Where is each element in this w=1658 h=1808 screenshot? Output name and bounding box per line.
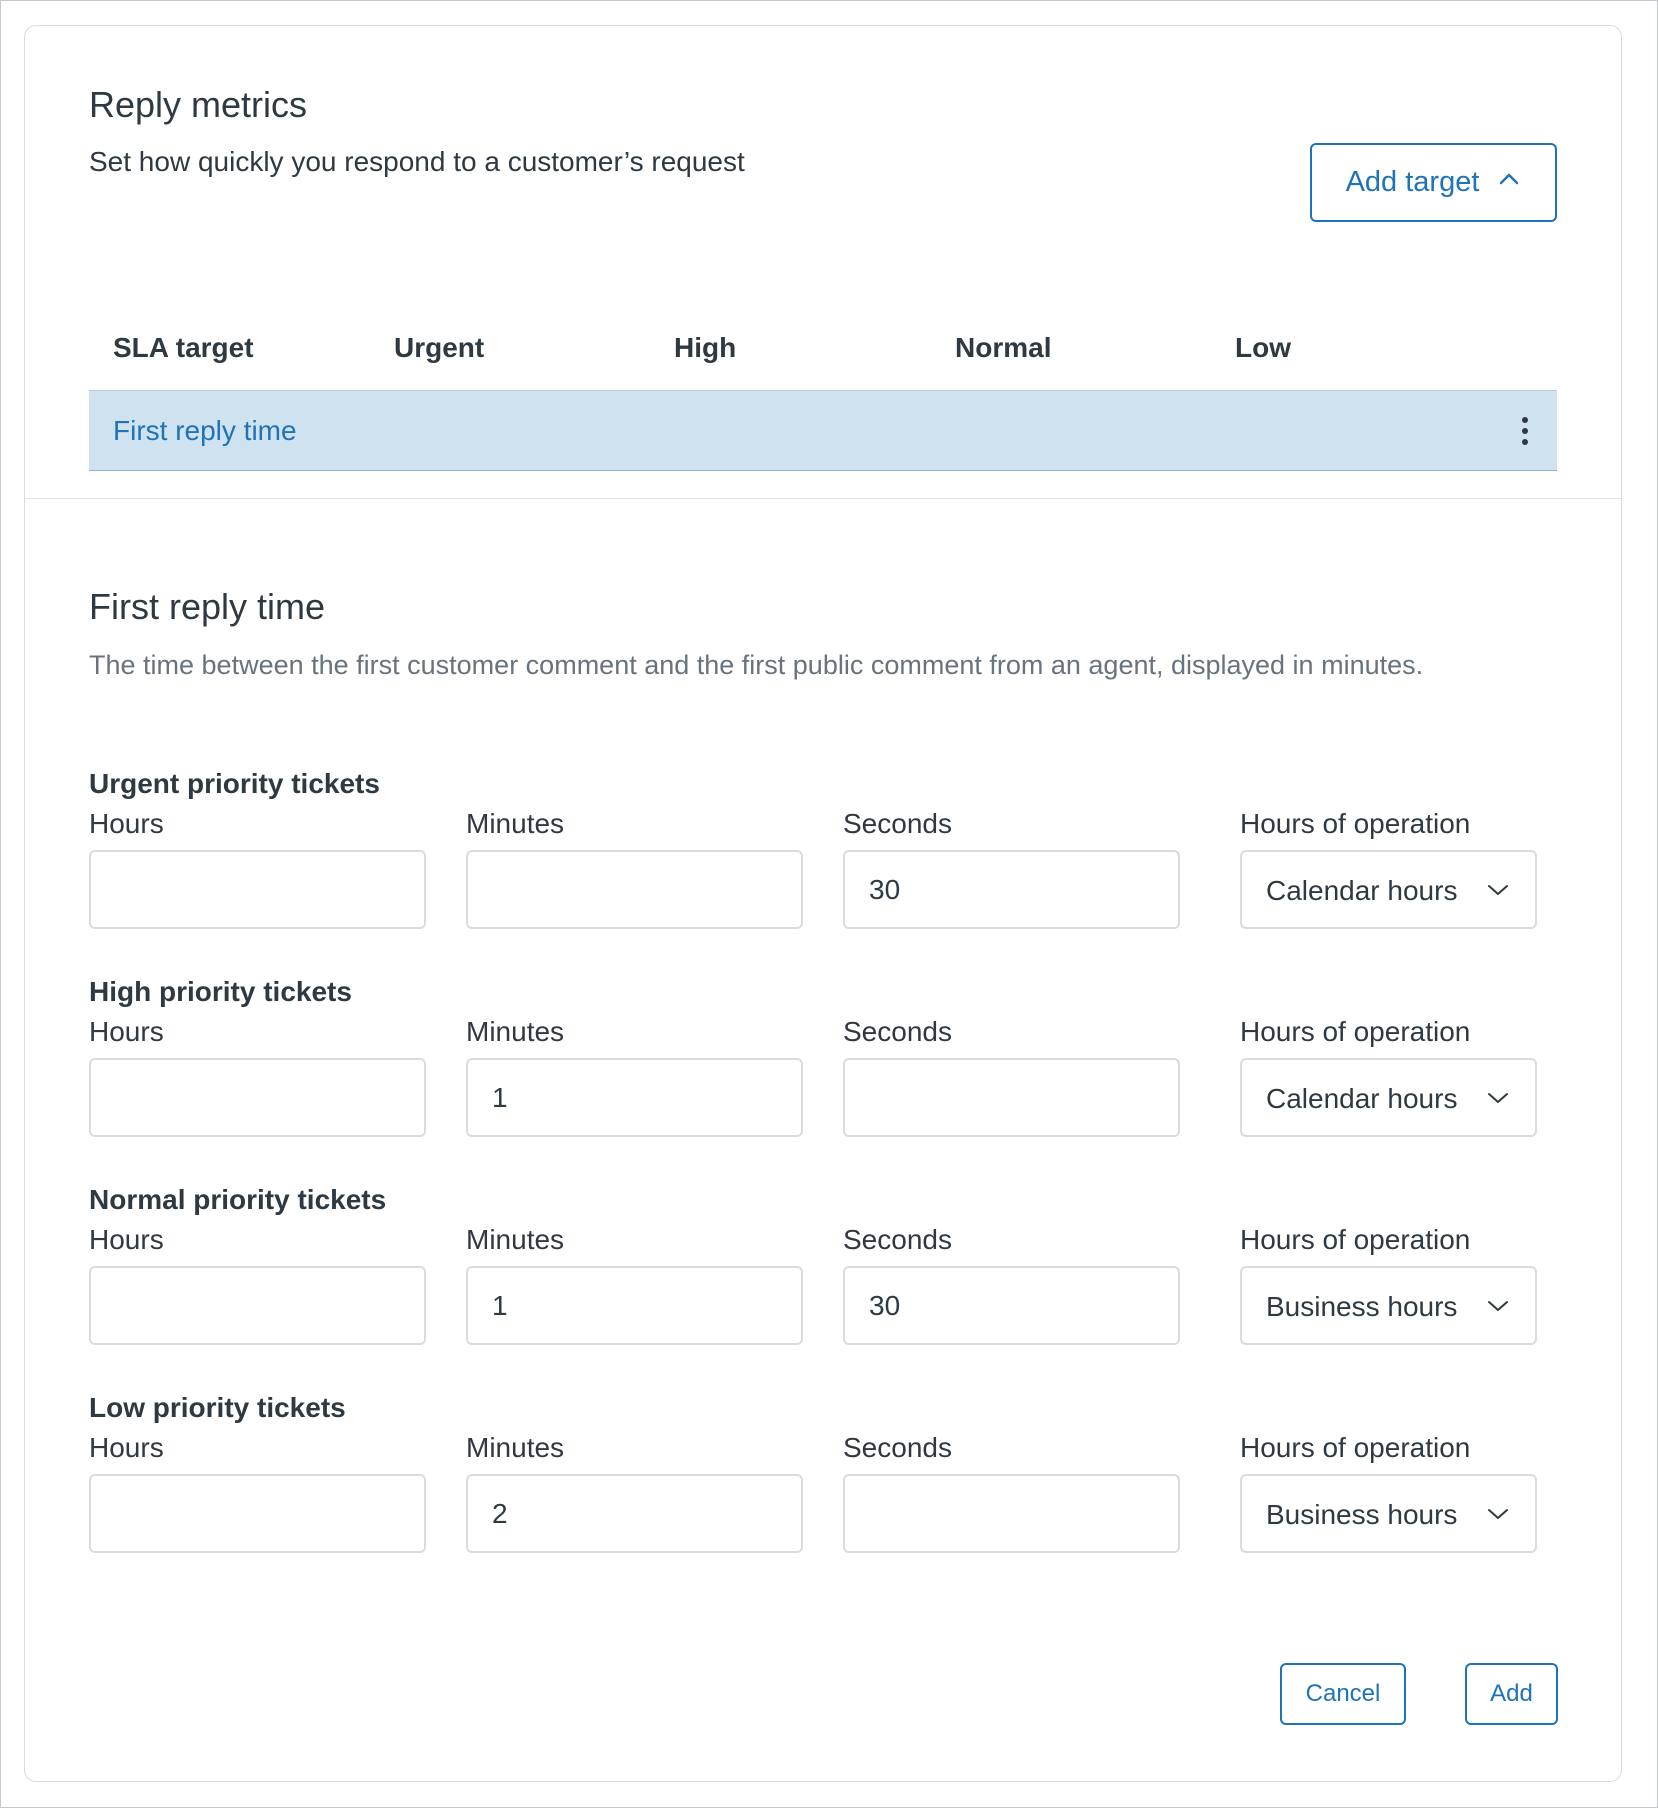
add-button[interactable]: Add <box>1465 1663 1558 1725</box>
hours-label: Hours <box>89 1432 164 1463</box>
group-title-normal: Normal priority tickets <box>89 1184 387 1215</box>
hours-of-operation-label: Hours of operation <box>1240 1432 1471 1463</box>
seconds-label: Seconds <box>843 1016 952 1047</box>
column-header-normal: Normal <box>955 332 1052 363</box>
low-hours-input[interactable] <box>89 1474 426 1553</box>
table-header <box>89 316 1557 390</box>
column-header-sla-target: SLA target <box>113 332 254 363</box>
normal-hours-input[interactable] <box>89 1266 426 1345</box>
low-hours-of-operation-select[interactable] <box>1240 1474 1537 1553</box>
urgent-hours-of-operation-select[interactable] <box>1240 850 1537 929</box>
chevron-down-icon <box>1487 1298 1509 1314</box>
low-minutes-input[interactable] <box>466 1474 803 1553</box>
group-title-high: High priority tickets <box>89 976 352 1007</box>
seconds-label: Seconds <box>843 808 952 839</box>
add-target-button[interactable] <box>1310 143 1557 222</box>
reply-metrics-title: Reply metrics <box>89 84 308 125</box>
seconds-label: Seconds <box>843 1432 952 1463</box>
chevron-down-icon <box>1487 1506 1509 1522</box>
first-reply-form-title: First reply time <box>89 586 326 627</box>
seconds-label: Seconds <box>843 1224 952 1255</box>
normal-hours-of-operation-select[interactable] <box>1240 1266 1537 1345</box>
chevron-down-icon <box>1487 882 1509 898</box>
chevron-down-icon <box>1487 1090 1509 1106</box>
sla-targets-table <box>89 316 1557 446</box>
hours-of-operation-label: Hours of operation <box>1240 1016 1471 1047</box>
group-title-low: Low priority tickets <box>89 1392 346 1423</box>
hours-label: Hours <box>89 1016 164 1047</box>
high-seconds-input[interactable] <box>843 1058 1180 1137</box>
hours-label: Hours <box>89 808 164 839</box>
minutes-label: Minutes <box>466 1016 565 1047</box>
row-label-first-reply-time[interactable]: First reply time <box>113 415 297 446</box>
high-hours-of-operation-select[interactable] <box>1240 1058 1537 1137</box>
normal-minutes-input[interactable] <box>466 1266 803 1345</box>
minutes-label: Minutes <box>466 1224 565 1255</box>
high-hours-input[interactable] <box>89 1058 426 1137</box>
hours-of-operation-label: Hours of operation <box>1240 1224 1471 1255</box>
reply-metrics-subtitle: Set how quickly you respond to a customer’s request <box>89 146 745 177</box>
normal-seconds-input[interactable] <box>843 1266 1180 1345</box>
select-value: Calendar hours <box>1266 875 1458 906</box>
group-title-urgent: Urgent priority tickets <box>89 768 380 799</box>
first-reply-form-description: The time between the first customer comment and the first public comment from an agent, displayed in minutes. <box>89 650 1424 680</box>
low-priority-group <box>89 1392 1557 1592</box>
urgent-minutes-input[interactable] <box>466 850 803 929</box>
kebab-menu-icon[interactable] <box>1519 415 1531 447</box>
low-seconds-input[interactable] <box>843 1474 1180 1553</box>
high-priority-group <box>89 976 1557 1176</box>
section-divider <box>25 498 1621 499</box>
chevron-up-icon <box>1497 166 1521 199</box>
high-minutes-input[interactable] <box>466 1058 803 1137</box>
select-value: Calendar hours <box>1266 1083 1458 1114</box>
cancel-button[interactable]: Cancel <box>1280 1663 1406 1725</box>
column-header-urgent: Urgent <box>394 332 485 363</box>
normal-priority-group <box>89 1184 1557 1384</box>
hours-label: Hours <box>89 1224 164 1255</box>
urgent-hours-input[interactable] <box>89 850 426 929</box>
column-header-high: High <box>674 332 737 363</box>
table-row-first-reply-time[interactable] <box>89 390 1557 471</box>
column-header-low: Low <box>1235 332 1291 363</box>
select-value: Business hours <box>1266 1291 1458 1322</box>
add-target-label: Add target <box>1345 166 1480 198</box>
minutes-label: Minutes <box>466 1432 565 1463</box>
hours-of-operation-label: Hours of operation <box>1240 808 1471 839</box>
minutes-label: Minutes <box>466 808 565 839</box>
select-value: Business hours <box>1266 1499 1458 1530</box>
urgent-seconds-input[interactable] <box>843 850 1180 929</box>
urgent-priority-group <box>89 768 1557 968</box>
sla-policy-card <box>24 25 1622 1782</box>
